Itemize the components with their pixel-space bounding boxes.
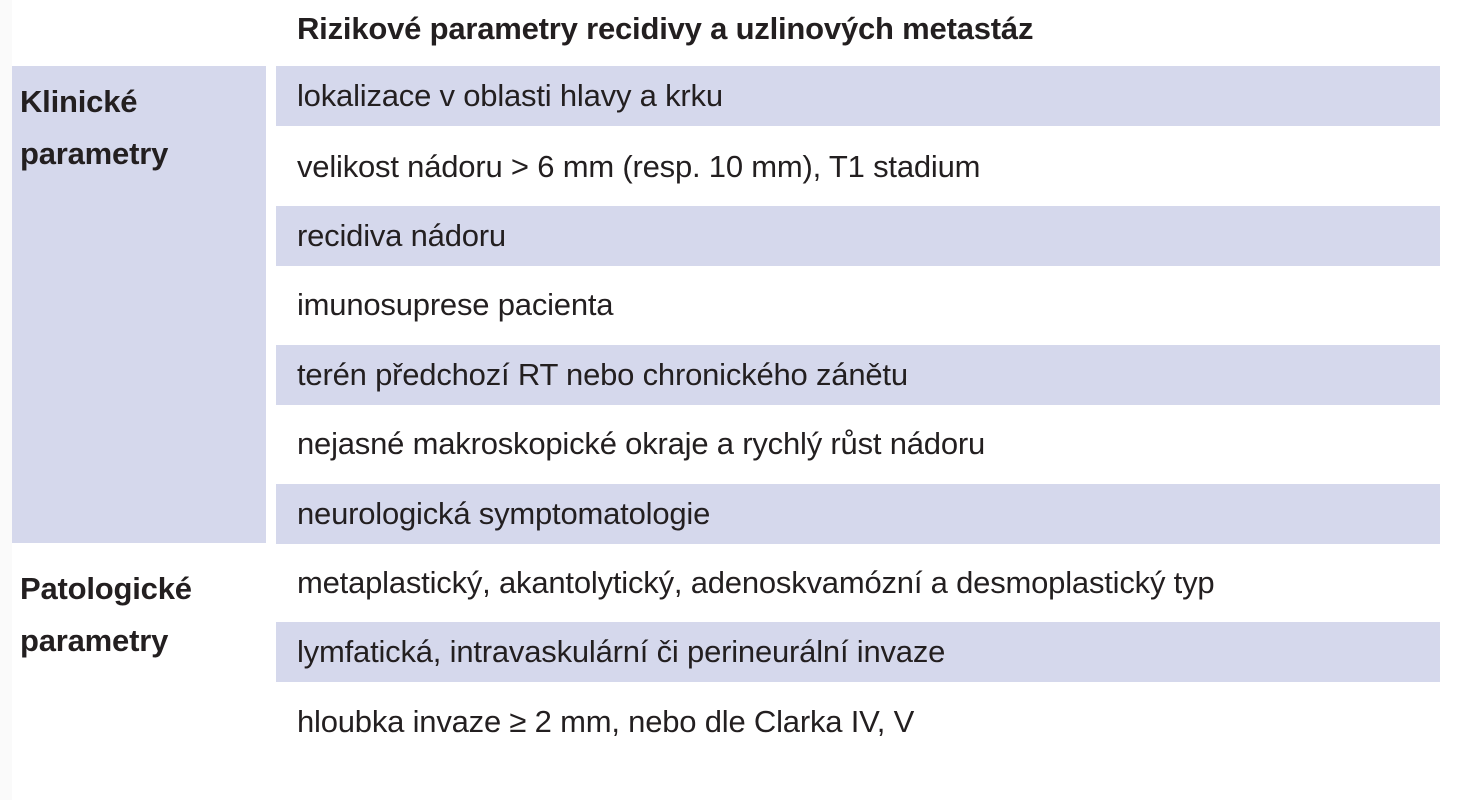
table-row: velikost nádoru > 6 mm (resp. 10 mm), T1 stadium <box>297 149 981 184</box>
table-row: recidiva nádoru <box>276 206 1440 266</box>
table-title: Rizikové parametry recidivy a uzlinových metastáz <box>297 11 1034 46</box>
table-row: neurologická symptomatologie <box>276 484 1440 544</box>
table-row: terén předchozí RT nebo chronického zánětu <box>276 345 1440 405</box>
table-row: nejasné makroskopické okraje a rychlý růst nádoru <box>297 426 986 461</box>
table-row: lymfatická, intravaskulární či perineurální invaze <box>276 622 1440 682</box>
group-label-pathological <box>12 553 266 765</box>
group-label-line: parametry <box>20 623 169 658</box>
table-row: imunosuprese pacienta <box>297 287 614 322</box>
table-row: hloubka invaze ≥ 2 mm, nebo dle Clarka IV, V <box>297 704 915 739</box>
table-row: lokalizace v oblasti hlavy a krku <box>276 66 1440 126</box>
group-label-line: Patologické <box>20 571 192 606</box>
group-label-clinical <box>12 66 266 543</box>
group-label-line: parametry <box>20 136 169 171</box>
page-margin-strip <box>0 0 12 800</box>
table-row: metaplastický, akantolytický, adenoskvamózní a desmoplastický typ <box>297 565 1215 600</box>
group-label-line: Klinické <box>20 84 138 119</box>
